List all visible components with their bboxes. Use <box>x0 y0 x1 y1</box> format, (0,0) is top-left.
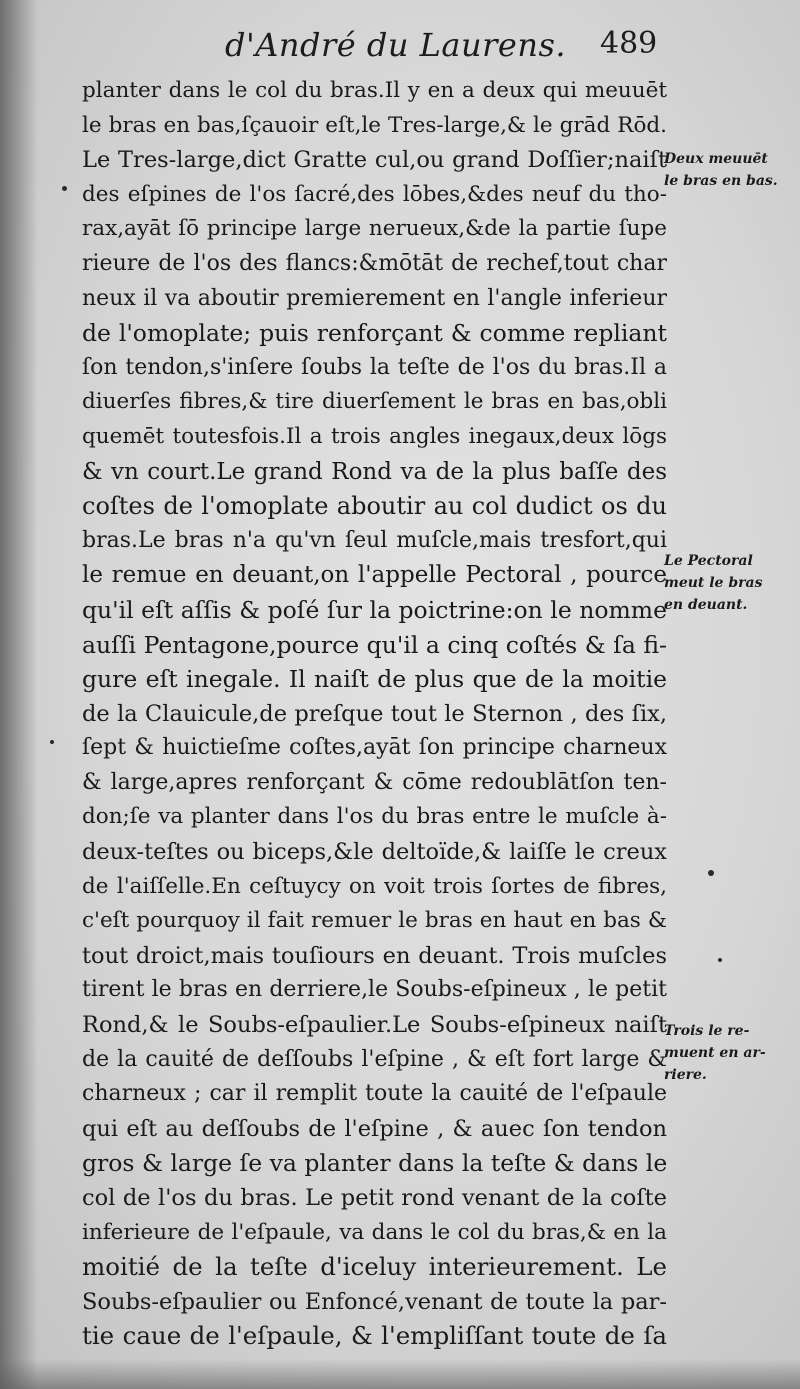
text-line: ſept & huictieſme coſtes,ayāt ſon principe charneux <box>82 735 667 761</box>
text-line: tirent le bras en derriere,le Soubs-eſpineux , le petit <box>82 977 667 1003</box>
text-line: deux-teſtes ou biceps,&le deltoïde,& laiſſe le creux <box>82 839 667 866</box>
page-number: 489 <box>600 26 658 61</box>
text-line: col de l'os du bras. Le petit rond venant de la coſte <box>82 1185 667 1211</box>
text-line: diuerſes fibres,& tire diuerſement le bras en bas,obli <box>82 389 667 415</box>
text-line: rax,ayāt ſō principe large nerueux,&de la partie ſupe <box>82 216 667 242</box>
ink-speck <box>62 186 67 191</box>
margin-note-line: en deuant. <box>664 597 748 613</box>
text-line: de l'omoplate; puis renforçant & comme repliant <box>82 319 667 348</box>
text-line: de l'aiſſelle.En ceſtuycy on voit trois ſortes de fibres, <box>82 873 667 899</box>
text-line: de la cauité de deſſoubs l'eſpine , & eſt fort large & <box>82 1046 667 1072</box>
text-line: neux il va aboutir premierement en l'angle inferieur <box>82 285 667 311</box>
ink-speck <box>50 740 54 744</box>
text-line: gros & large ſe va planter dans la teſte & dans le <box>82 1149 667 1178</box>
page-header <box>0 20 800 70</box>
text-line: de la Clauicule,de preſque tout le Sternon , des ſix, <box>82 700 667 727</box>
text-line: tie caue de l'eſpaule, & l'empliſſant toute de ſa <box>82 1321 667 1351</box>
margin-note <box>664 1020 800 1086</box>
margin-note-line: Le Pectoral <box>664 553 753 569</box>
margin-note-line: meut le bras <box>664 575 763 591</box>
margin-note <box>664 550 800 616</box>
text-line: Rond,& le Soubs-eſpaulier.Le Soubs-eſpineux naiſt <box>82 1012 667 1039</box>
text-line: rieure de l'os des flancs:&mōtāt de rechef,tout char <box>82 250 667 276</box>
text-line: bras.Le bras n'a qu'vn ſeul muſcle,mais tresfort,qui <box>82 527 667 553</box>
text-line: Soubs-eſpaulier ou Enfoncé,venant de toute la par- <box>82 1288 667 1315</box>
margin-note-line: riere. <box>664 1067 707 1083</box>
text-line: & vn court.Le grand Rond va de la plus baſſe des <box>82 458 667 485</box>
text-line: quemēt toutesfois.Il a trois angles inegaux,deux lōgs <box>82 423 667 449</box>
text-line: le bras en bas,ſçauoir eſt,le Tres-large,& le grād Rōd. <box>82 112 667 138</box>
body-text <box>82 74 667 1354</box>
text-line: coſtes de l'omoplate aboutir au col dudict os du <box>82 492 667 521</box>
text-line: c'eſt pourquoy il fait remuer le bras en haut en bas & <box>82 908 667 934</box>
text-line: don;ſe va planter dans l'os du bras entre le muſcle à- <box>82 804 667 830</box>
text-line: & large,apres renforçant & cōme redoublātſon ten- <box>82 769 667 795</box>
margin-note-line: muent en ar- <box>664 1045 766 1061</box>
text-line: Le Tres-large,dict Gratte cul,ou grand Doſſier;naiſt <box>82 147 667 174</box>
text-line: le remue en deuant,on l'appelle Pectoral , pource <box>82 562 667 589</box>
binding-shadow <box>0 0 38 1389</box>
margin-note-line: le bras en bas. <box>664 173 778 189</box>
margin-note-line: Trois le re- <box>664 1023 750 1039</box>
ink-speck <box>718 958 722 962</box>
text-line: qu'il eſt aſſis & poſé ſur la poictrine:on le nomme <box>82 595 667 624</box>
text-line: tout droict,mais touſiours en deuant. Trois muſcles <box>82 942 667 969</box>
margin-note-line: Deux meuuēt <box>664 151 768 167</box>
ink-speck <box>708 870 714 876</box>
text-line: moitié de la teſte d'iceluy interieurement. Le <box>82 1252 667 1282</box>
text-line: ſon tendon,s'inſere ſoubs la teſte de l'os du bras.Il a <box>82 354 667 380</box>
text-line: auſſi Pentagone,pource qu'il a cinq coſtés & ſa fi- <box>82 630 667 659</box>
text-line: inferieure de l'eſpaule, va dans le col du bras,& en la <box>82 1219 667 1245</box>
margin-note <box>664 148 800 192</box>
running-head: d'André du Laurens. <box>225 26 567 64</box>
page-bottom-shadow <box>0 1359 800 1389</box>
text-line: charneux ; car il remplit toute la cauité de l'eſpaule <box>82 1081 667 1107</box>
text-line: planter dans le col du bras.Il y en a deux qui meuuēt <box>82 78 667 103</box>
text-line: gure eſt inegale. Il naiſt de plus que de la moitie <box>82 665 667 694</box>
text-line: des eſpines de l'os ſacré,des lōbes,&des neuf du tho- <box>82 181 667 207</box>
text-line: qui eſt au deſſoubs de l'eſpine , & auec ſon tendon <box>82 1115 667 1142</box>
